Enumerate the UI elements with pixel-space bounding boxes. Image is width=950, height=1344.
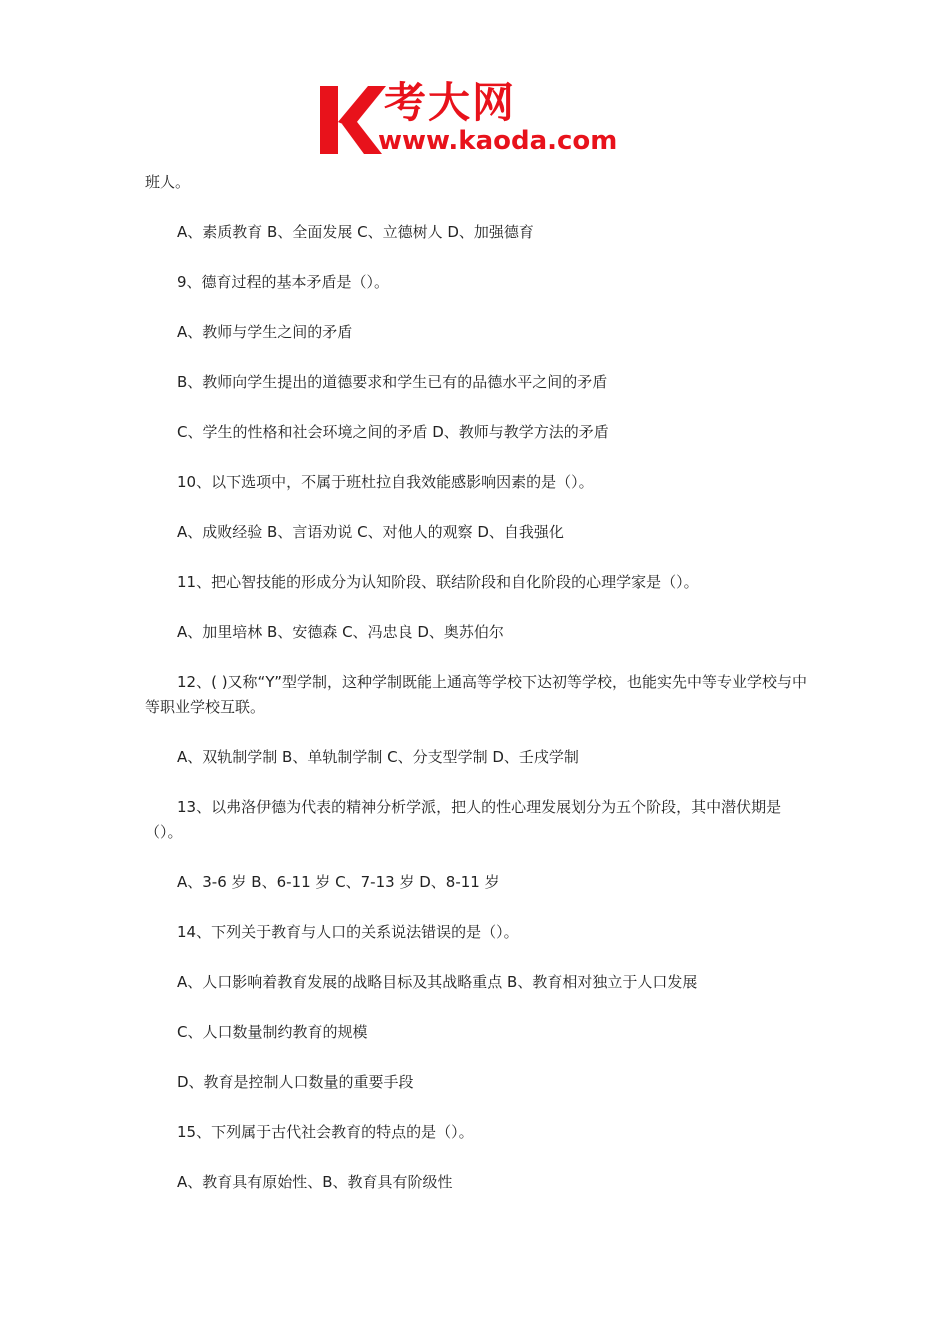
option-line: A、素质教育 B、全面发展 C、立德树人 D、加强德育 [177, 223, 534, 241]
logo-url-text: www.kaoda.com [378, 126, 618, 156]
option-line: A、人口影响着教育发展的战略目标及其战略重点 B、教育相对独立于人口发展 [177, 973, 698, 991]
question-line: 15、下列属于古代社会教育的特点的是（）。 [177, 1123, 474, 1141]
question-line: 14、下列关于教育与人口的关系说法错误的是（）。 [177, 923, 519, 941]
option-line: C、人口数量制约教育的规模 [177, 1023, 368, 1041]
document-body [145, 170, 810, 1220]
option-line: B、教师向学生提出的道德要求和学生已有的品德水平之间的矛盾 [177, 373, 608, 391]
option-line: A、成败经验 B、言语劝说 C、对他人的观察 D、自我强化 [177, 523, 564, 541]
option-line: A、教育具有原始性、B、教育具有阶级性 [177, 1173, 453, 1191]
option-line: A、3-6 岁 B、6-11 岁 C、7-13 岁 D、8-11 岁 [177, 873, 500, 891]
logo-chinese-text: 考大网 [384, 78, 517, 127]
option-line: C、学生的性格和社会环境之间的矛盾 D、教师与教学方法的矛盾 [177, 423, 609, 441]
question-line: 11、把心智技能的形成分为认知阶段、联结阶段和自化阶段的心理学家是（）。 [177, 573, 699, 591]
option-line: D、教育是控制人口数量的重要手段 [177, 1073, 414, 1091]
question-line: 12、( )又称“Y”型学制，这种学制既能上通高等学校下达初等学校，也能实先中等专业学校与中等职业学校互联。 [145, 673, 808, 716]
option-line: A、双轨制学制 B、单轨制学制 C、分支型学制 D、壬戌学制 [177, 748, 579, 766]
question-line: 10、以下选项中，不属于班杜拉自我效能感影响因素的是（）。 [177, 473, 594, 491]
option-line: A、加里培林 B、安德森 C、冯忠良 D、奥苏伯尔 [177, 623, 504, 641]
option-line: A、教师与学生之间的矛盾 [177, 323, 353, 341]
question-line: 9、德育过程的基本矛盾是（）。 [177, 273, 390, 291]
kaoda-logo [318, 78, 638, 160]
text-line: 班人。 [145, 173, 191, 191]
question-line: 13、以弗洛伊德为代表的精神分析学派，把人的性心理发展划分为五个阶段，其中潜伏期是（）。 [145, 798, 782, 841]
